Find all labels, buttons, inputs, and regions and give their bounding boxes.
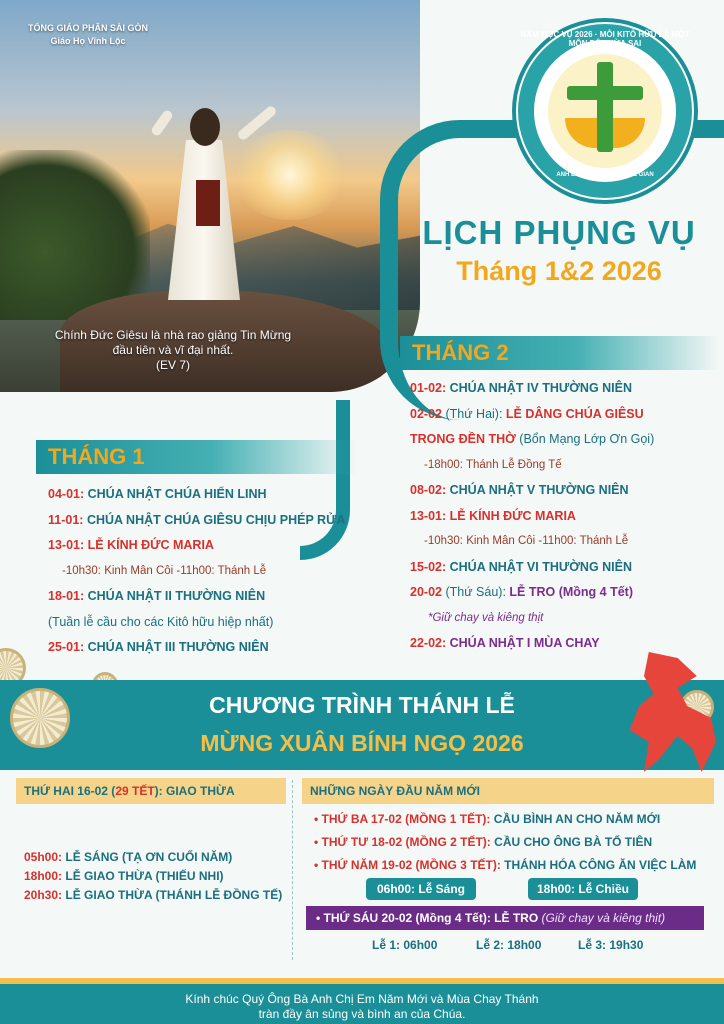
list-item: 25-01: CHÚA NHẬT III THƯỜNG NIÊN (48, 640, 269, 654)
new-year-days-heading: NHỮNG NGÀY ĐẦU NĂM MỚI (302, 778, 714, 804)
logo-ring-text-top: NĂM MỤC VỤ 2026 · MỖI KITÔ HỮU LÀ MỘT MÔN ĐỆ THỪA SAI (520, 30, 690, 48)
month-2-list (410, 376, 654, 657)
list-item: *Giữ chay và kiêng thịt (428, 611, 544, 624)
list-item: 13-01: LỄ KÍNH ĐỨC MARIA (410, 508, 576, 523)
list-item: 08-02: CHÚA NHẬT V THƯỜNG NIÊN (410, 483, 629, 497)
list-item: 13-01: LỄ KÍNH ĐỨC MARIA (48, 538, 214, 552)
diocese-name: TỔNG GIÁO PHẬN SÀI GÒN (28, 23, 149, 33)
quote-ref: (EV 7) (155, 358, 190, 372)
month-2-heading: THÁNG 2 (400, 336, 720, 370)
footer-greeting (0, 978, 724, 1024)
new-year-days-list (314, 808, 696, 877)
mass-2-time: Lễ 2: 18h00 (476, 938, 542, 952)
mass-1-time: Lễ 1: 06h00 (372, 938, 438, 952)
month-1-list (48, 482, 345, 661)
list-item: 18-01: CHÚA NHẬT II THƯỜNG NIÊN (48, 589, 266, 603)
footer-line-1: Kính chúc Quý Ông Bà Anh Chị Em Năm Mới và Mùa Chay Thánh (185, 992, 539, 1006)
hero-quote (38, 328, 308, 373)
list-item: (Tuần lễ cầu cho các Kitô hữu hiệp nhất) (48, 614, 274, 629)
page-subtitle: Tháng 1&2 2026 (456, 256, 662, 286)
list-item: • THỨ BA 17-02 (MỒNG 1 TẾT): CẦU BÌNH AN CHO NĂM MỚI (314, 808, 696, 831)
logo-ring-text-bottom: ANH EM LÀ ÁNH SÁNG THẾ GIAN (556, 172, 654, 178)
mass-3-time: Lễ 3: 19h30 (578, 938, 644, 952)
list-item: • THỨ NĂM 19-02 (MỒNG 3 TẾT): THÁNH HÓA CÔNG ĂN VIỆC LÀM (314, 854, 696, 877)
list-item: -18h00: Thánh Lễ Đồng Tế (424, 458, 562, 471)
list-item: 20h30: LỄ GIAO THỪA (THÁNH LỄ ĐỒNG TẾ) (24, 888, 283, 902)
column-divider (292, 780, 293, 960)
list-item: -10h30: Kinh Mân Côi -11h00: Thánh Lễ (424, 535, 629, 547)
list-item: • THỨ TƯ 18-02 (MỒNG 2 TẾT): CẦU CHO ÔNG BÀ TỔ TIÊN (314, 831, 696, 854)
quote-line-2: đầu tiên và vĩ đại nhất. (112, 343, 234, 357)
list-item: 04-01: CHÚA NHẬT CHÚA HIỂN LINH (48, 487, 267, 501)
list-item: -10h30: Kinh Mân Côi -11h00: Thánh Lễ (62, 564, 267, 577)
cross-bar-icon (567, 86, 643, 100)
footer-line-2: tràn đầy ân sủng và bình an của Chúa. (258, 1007, 466, 1021)
list-item: 18h00: LỄ GIAO THỪA (THIẾU NHI) (24, 869, 224, 883)
list-item: 15-02: CHÚA NHẬT VI THƯỜNG NIÊN (410, 559, 632, 574)
figure-head (190, 108, 220, 146)
morning-mass-badge: 06h00: Lễ Sáng (366, 878, 476, 900)
list-item: 20-02 (Thứ Sáu): LỄ TRO (Mồng 4 Tết) (410, 585, 634, 599)
list-item: 02-02 (Thứ Hai): LỄ DÂNG CHÚA GIÊSU (410, 406, 644, 421)
program-title: CHƯƠNG TRÌNH THÁNH LỄ (209, 692, 515, 718)
new-years-eve-list (24, 848, 282, 905)
new-years-eve-heading: THỨ HAI 16-02 (29 TẾT): GIAO THỪA (16, 778, 286, 804)
list-item: 11-01: CHÚA NHẬT CHÚA GIÊSU CHỊU PHÉP RỬA (48, 512, 346, 527)
evening-mass-badge: 18h00: Lễ Chiều (528, 878, 638, 900)
cross-icon (597, 62, 613, 152)
quote-line-1: Chính Đức Giêsu là nhà rao giảng Tin Mừng (54, 328, 292, 342)
list-item: TRONG ĐỀN THỜ (Bổn Mạng Lớp Ơn Gọi) (410, 432, 655, 446)
parish-name: Giáo Họ Vĩnh Lộc (50, 36, 126, 46)
ash-wednesday-bar: • THỨ SÁU 20-02 (Mồng 4 Tết): LỄ TRO (Giữ chay và kiêng thịt) (306, 906, 704, 930)
program-subtitle: MỪNG XUÂN BÍNH NGỌ 2026 (200, 730, 524, 756)
figure-belt (196, 180, 220, 226)
figure-arm-left (150, 109, 174, 138)
list-item: 05h00: LỄ SÁNG (TẠ ƠN CUỐI NĂM) (24, 850, 233, 864)
page-title: LỊCH PHỤNG VỤ (422, 214, 696, 251)
month-1-heading: THÁNG 1 (36, 440, 356, 474)
list-item: 01-02: CHÚA NHẬT IV THƯỜNG NIÊN (410, 381, 632, 395)
sun-glow (230, 130, 350, 220)
list-item: 22-02: CHÚA NHẬT I MÙA CHAY (410, 636, 600, 650)
hero-header (28, 22, 148, 48)
